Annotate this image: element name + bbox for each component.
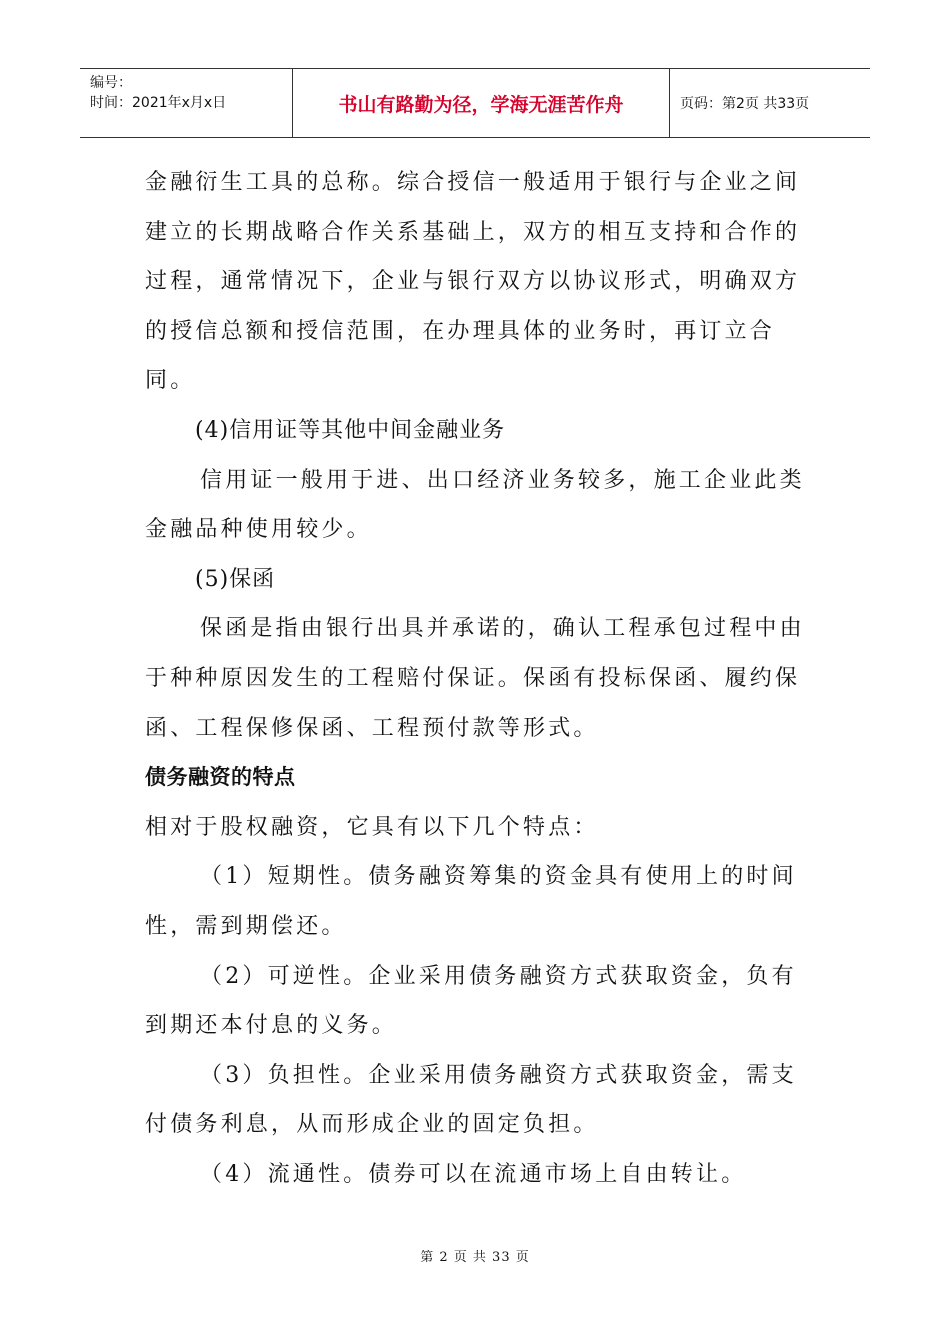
page-header	[80, 68, 870, 138]
time-label: 时间：2021年x月x日	[90, 95, 227, 111]
header-meta	[80, 69, 292, 137]
list-item-reversible: （2）可逆性。企业采用债务融资方式获取资金，负有到期还本付息的义务。	[145, 963, 797, 1039]
paragraph-credit: 金融衍生工具的总称。综合授信一般适用于银行与企业之间建立的长期战略合作关系基础上，双方的相互支持和合作的过程，通常情况下，企业与银行双方以协议形式，明确双方的授信总额和授信范围，在办理具体的业务时，再订立合同。	[145, 170, 801, 394]
section-heading: 债务融资的特点	[145, 765, 296, 790]
list-item-burden: （3）负担性。企业采用债务融资方式获取资金，需支付债务利息，从而形成企业的固定负担。	[145, 1062, 797, 1138]
subheading-letter-of-credit: (4)信用证等其他中间金融业务	[195, 417, 506, 443]
header-motto: 书山有路勤为径，学海无涯苦作舟	[292, 69, 670, 137]
header-page-info: 页码：第2页 共33页	[680, 96, 810, 112]
page-footer: 第 2 页 共 33 页	[420, 1250, 530, 1265]
document-body	[145, 158, 810, 1199]
number-label: 编号：	[90, 75, 132, 91]
paragraph-intro: 相对于股权融资，它具有以下几个特点：	[145, 814, 599, 840]
list-item-short-term: （1）短期性。债务融资筹集的资金具有使用上的时间性，需到期偿还。	[145, 864, 797, 939]
subheading-guarantee: (5)保函	[195, 566, 276, 592]
paragraph-letter-of-credit: 信用证一般用于进、出口经济业务较多，施工企业此类金融品种使用较少。	[145, 467, 805, 543]
paragraph-guarantee: 保函是指由银行出具并承诺的，确认工程承包过程中由于种种原因发生的工程赔付保证。保函有投标保函、履约保函、工程保修保函、工程预付款等形式。	[145, 616, 805, 741]
list-item-liquidity: （4）流通性。债券可以在流通市场上自由转让。	[200, 1161, 747, 1187]
